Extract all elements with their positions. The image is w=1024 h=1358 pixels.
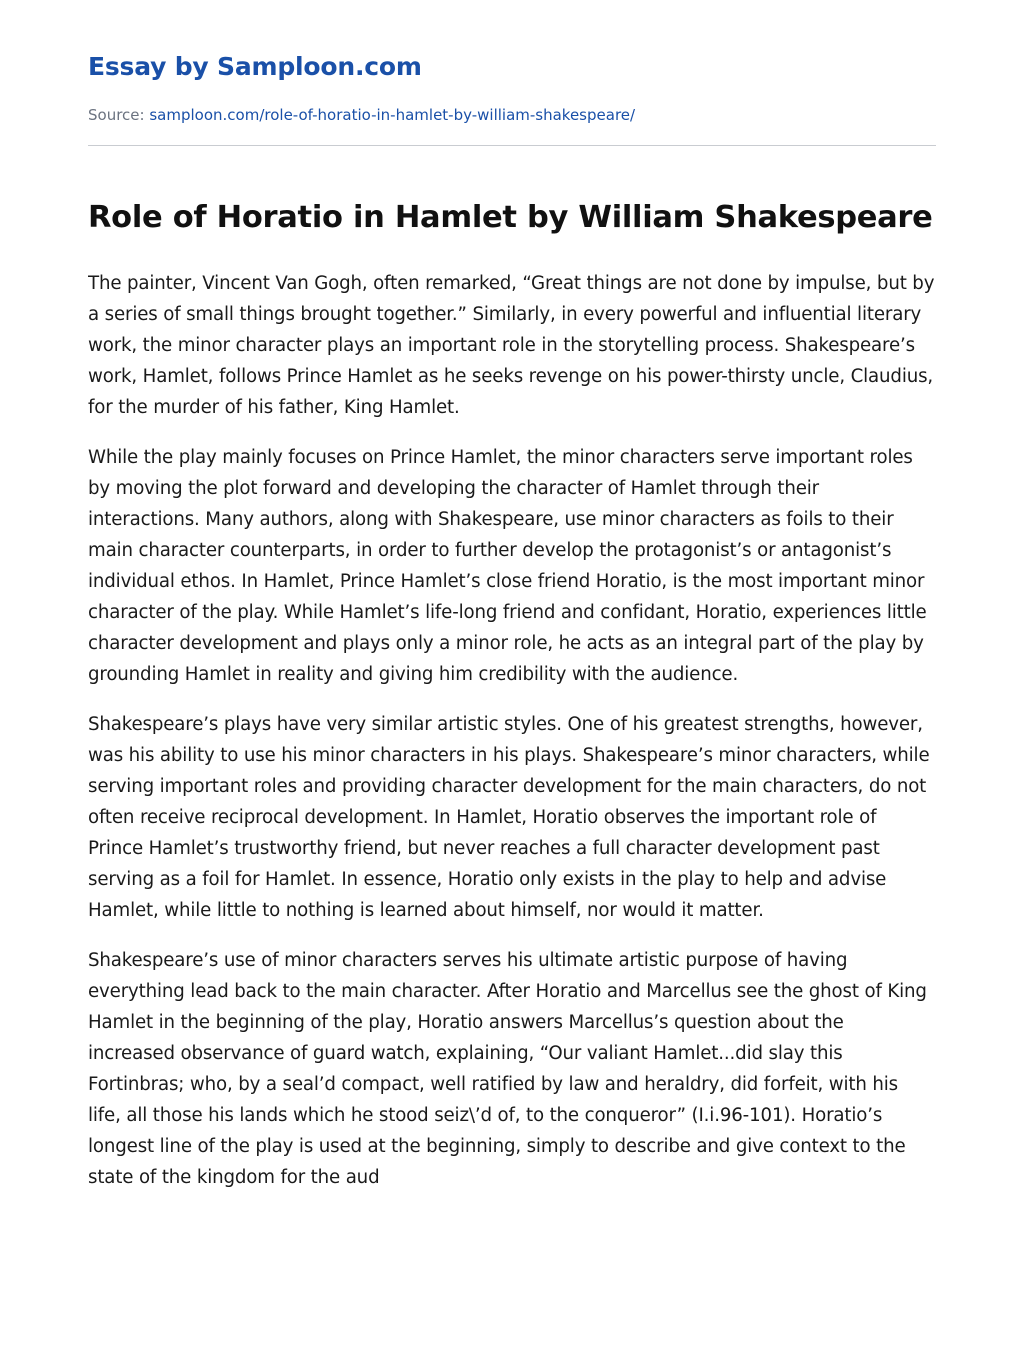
paragraph-4: Shakespeare’s use of minor characters serves his ultimate artistic purpose of having everything lead back to the main character. After Horatio and Marcellus see the ghost of King Hamlet in the beginning of the play, Horatio answers Marcellus’s question about the increased observance of guard watch, explaining, “Our valiant Hamlet...did slay this Fortinbras; who, by a seal’d compact, well ratified by law and heraldry, did forfeit, with his life, all those his lands which he stood seiz\’d of, to the conqueror” (I.i.96-101). Horatio’s longest line of the play is used at the beginning, simply to describe and give context to the state of the kingdom for the aud xyxy=(88,950,927,1188)
paragraph-1: The painter, Vincent Van Gogh, often remarked, “Great things are not done by impulse, but by a series of small things brought together.” Similarly, in every powerful and influential literary work, the minor character plays an important role in the storytelling process. Shakespeare’s work, Hamlet, follows Prince Hamlet as he seeks revenge on his power-thirsty uncle, Claudius, for the murder of his father, King Hamlet. xyxy=(88,273,935,418)
site-brand[interactable]: Essay by Samploon.com xyxy=(88,52,422,81)
essay-title: Role of Horatio in Hamlet by William Shakespeare xyxy=(88,200,933,235)
header-divider xyxy=(88,145,936,146)
essay-body xyxy=(88,268,936,1332)
paragraph-3: Shakespeare’s plays have very similar artistic styles. One of his greatest strengths, however, was his ability to use his minor characters in his plays. Shakespeare’s minor characters, while serving important roles and providing character development for the main characters, do not often receive reciprocal development. In Hamlet, Horatio observes the important role of Prince Hamlet’s trustworthy friend, but never reaches a full character development past serving as a foil for Hamlet. In essence, Horatio only exists in the play to help and advise Hamlet, while little to nothing is learned about himself, nor would it matter. xyxy=(88,714,930,921)
source-line xyxy=(88,106,635,124)
paragraph-2: While the play mainly focuses on Prince Hamlet, the minor characters serve important roles by moving the plot forward and developing the character of Hamlet through their interactions. Many authors, along with Shakespeare, use minor characters as foils to their main character counterparts, in order to further develop the protagonist’s or antagonist’s individual ethos. In Hamlet, Prince Hamlet’s close friend Horatio, is the most important minor character of the play. While Hamlet’s life-long friend and confidant, Horatio, experiences little character development and plays only a minor role, he acts as an integral part of the play by grounding Hamlet in reality and giving him credibility with the audience. xyxy=(88,447,927,685)
source-label: Source: xyxy=(88,106,145,124)
source-link[interactable]: samploon.com/role-of-horatio-in-hamlet-by-william-shakespeare/ xyxy=(149,106,636,124)
